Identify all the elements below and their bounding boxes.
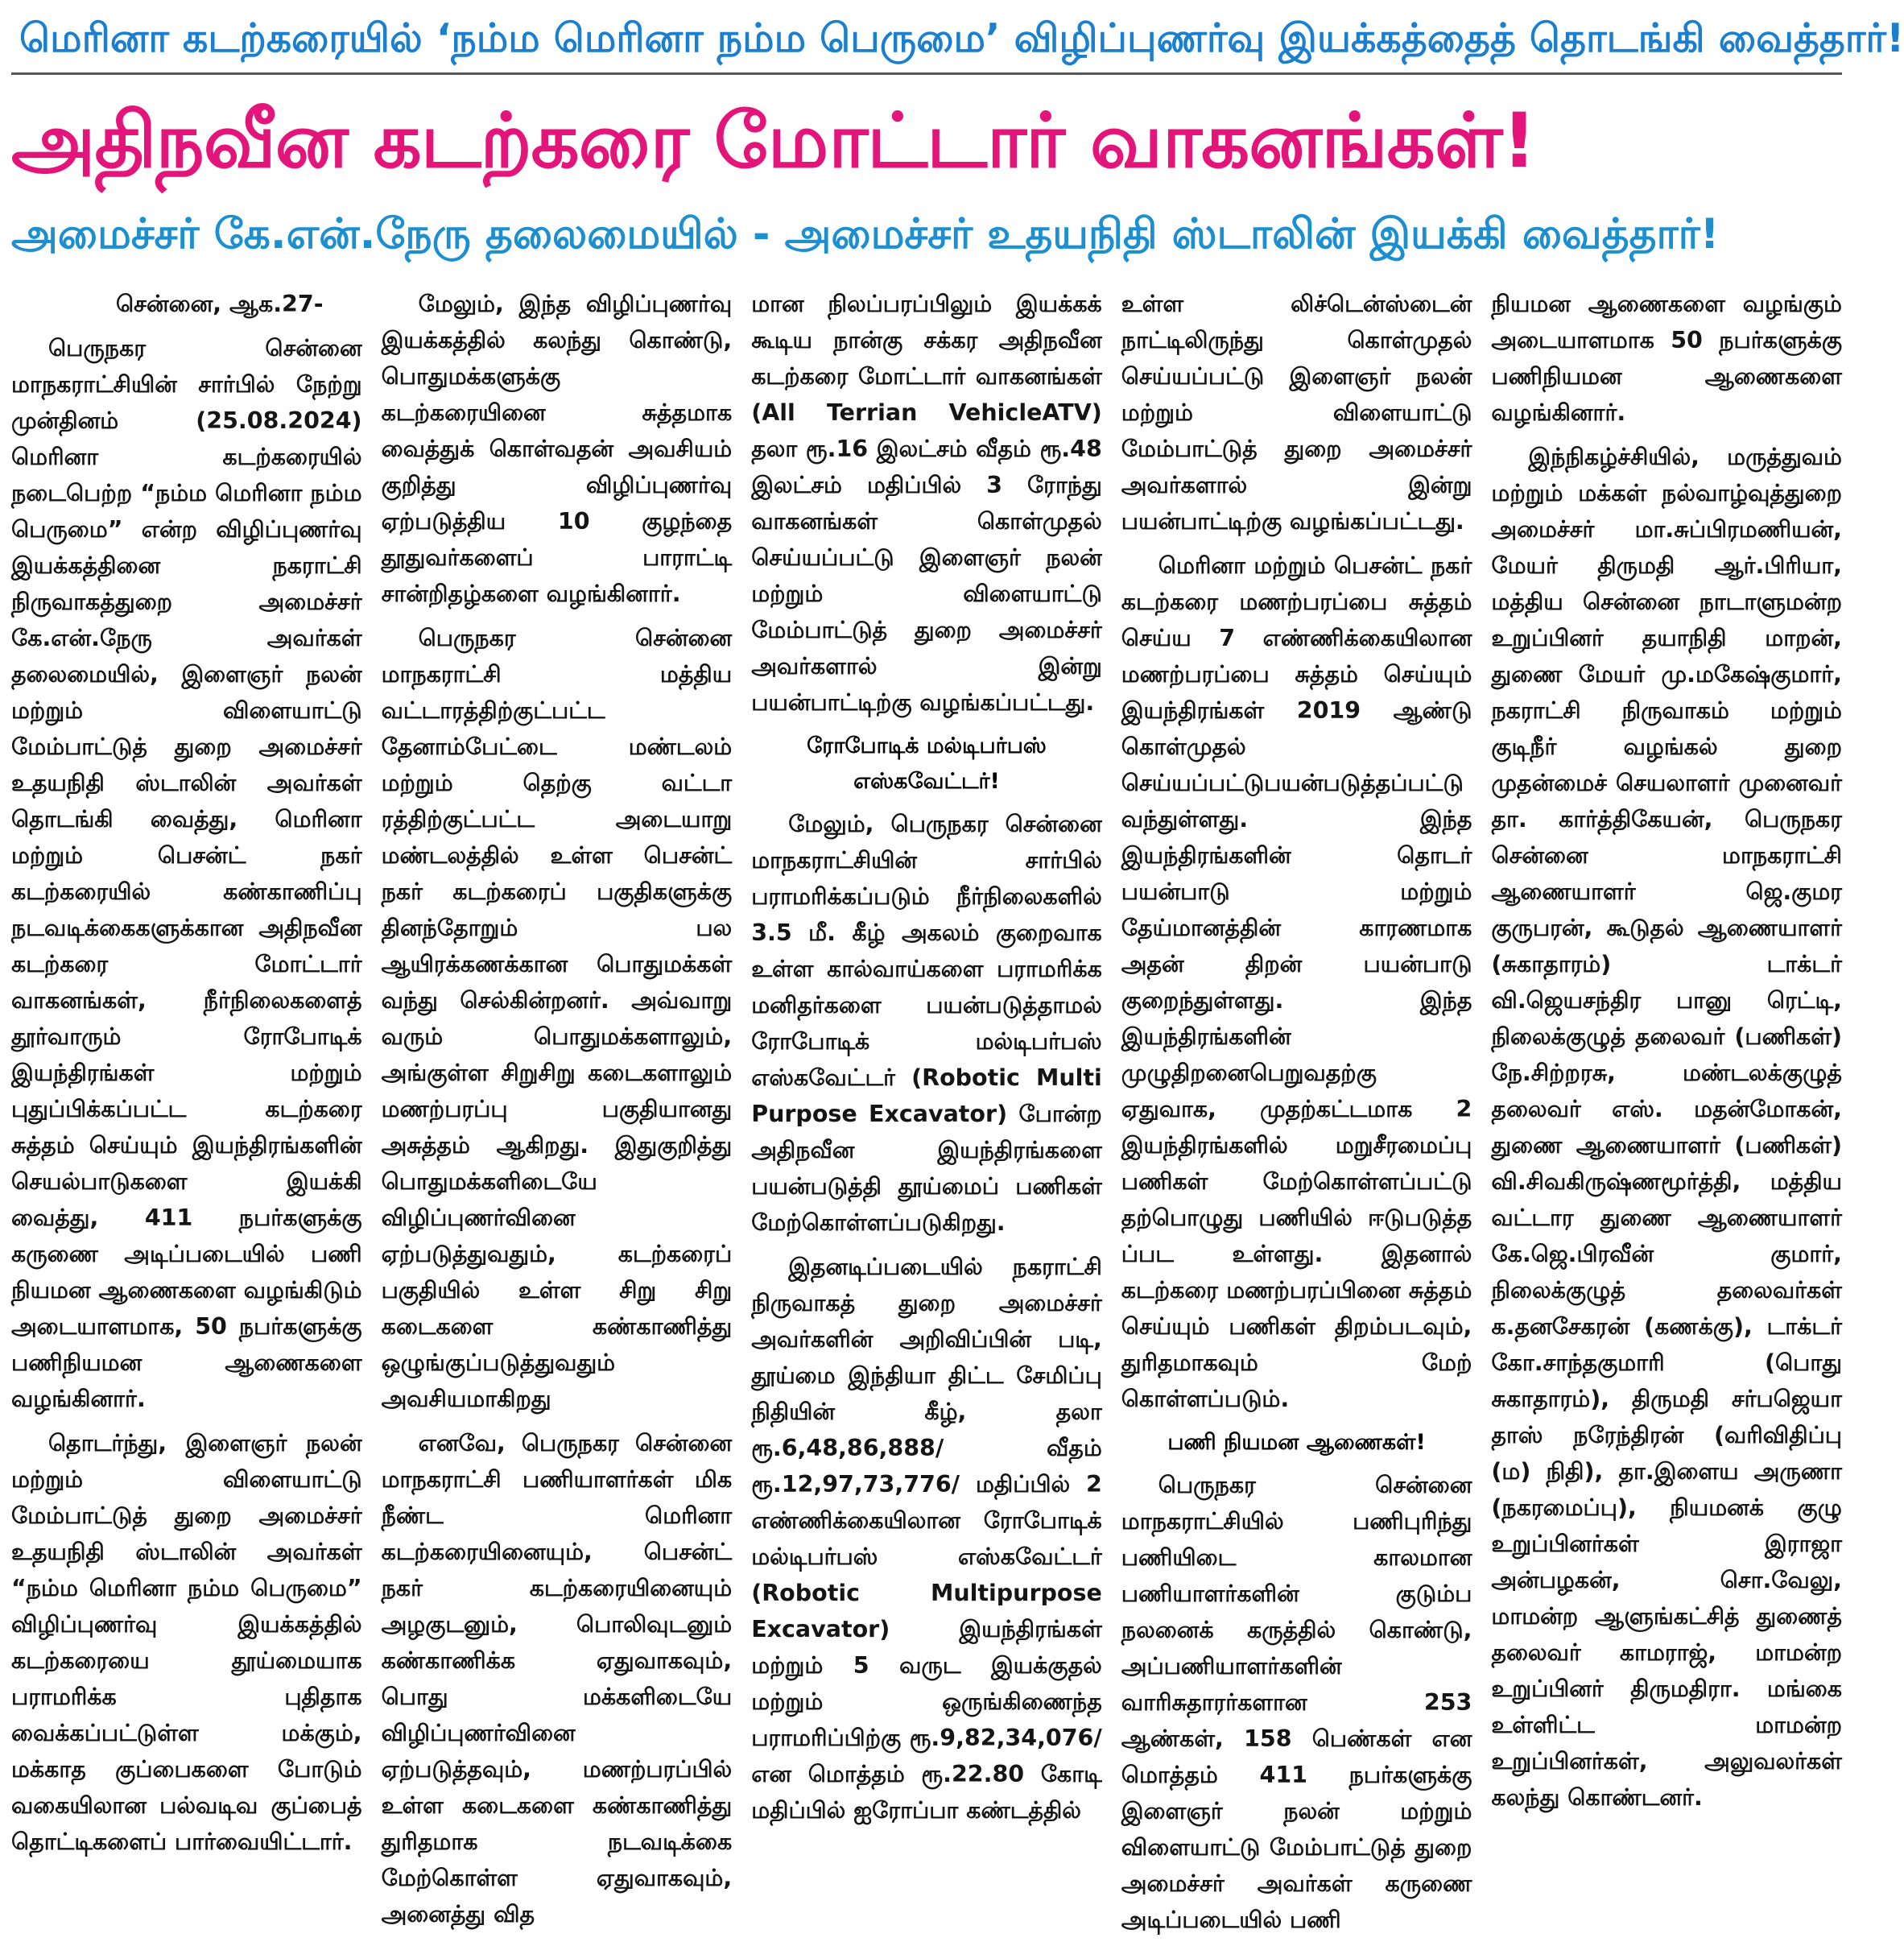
paragraph: மேலும், இந்த விழிப்புணர்வு இயக்கத்தில் கலந்து கொண்டு, பொதுமக்களுக்கு கடற்கரையினை சுத்தமாக வைத்துக் கொள்வதன் அவசியம் குறித்து விழிப்புணர்வு ஏற்படுத்திய 10 குழந்தை தூதுவர்களைப் பாராட்டி சான்றிதழ்களை வழங்கினார். — [381, 291, 733, 607]
newspaper-page — [0, 8, 1904, 1933]
column-2 — [382, 286, 733, 1946]
paragraph: இந்நிகழ்ச்சியில், மருத்துவம் மற்றும் மக்கள் நல்வாழ்வுத்துறை அமைச்சர் மா.சுப்பிரமணியன், மேயர் திருமதி ஆர்.பிரியா, மத்திய சென்னை நாடாளுமன்ற உறுப்பினர் தயாநிதி மாறன், துணை மேயர் மு.மகேஷ்குமார், நகராட்சி நிருவாகம் மற்றும் குடிநீர் வழங்கல் துறை முதன்மைச் செயலாளர் முனைவர் தா. கார்த்திகேயன், பெருநகர சென்னை மாநகராட்சி ஆணையாளர் ஜெ.குமர குருபரன், கூடுதல் ஆணையாளர் (சுகாதாரம்) டாக்டர் வி.ஜெயசந்திர பானு ரெட்டி, நிலைக்குழுத் தலைவர் (பணிகள்) நே.சிற்றரசு, மண்டலக்குழுத் தலைவர் எஸ். மதன்மோகன், துணை ஆணையாளர் (பணிகள்) வி.சிவகிருஷ்ணமூர்த்தி, மத்திய வட்டார துணை ஆணையாளர் கே.ஜெ.பிரவீன் குமார், நிலைக்குழுத் தலைவர்கள் க.தனசேகரன் (கணக்கு), டாக்டர் கோ.சாந்தகுமாரி (பொது சுகாதாரம்), திருமதி சர்பஜெயா தாஸ் நரேந்திரன் (வரிவிதிப்பு (ம) நிதி), தா.இளைய அருணா (நகரமைப்பு), நியமனக் குழு உறுப்பினர்கள் இராஜா அன்பழகன், சொ.வேலு, மாமன்ற ஆளுங்கட்சித் துணைத் தலைவர் காமராஜ், மாமன்ற உறுப்பினர் திருமதிரா. மங்கை உள்ளிட்ட மாமன்ற உறுப்பினர்கள், அலுவலர்கள் கலந்து கொண்டனர். — [1491, 444, 1842, 1811]
column-5 — [1491, 286, 1842, 1946]
paragraph: தொடர்ந்து, இளைஞர் நலன் மற்றும் விளையாட்டு மேம்பாட்டுத் துறை அமைச்சர் உதயநிதி ஸ்டாலின் அவர்கள் “நம்ம மெரினா நம்ம பெருமை” விழிப்புணர்வு இயக்கத்தில் கடற்கரையை தூய்மையாக பராமரிக்க புதிதாக வைக்கப்பட்டுள்ள மக்கும், மக்காத குப்பைகளை போடும் வகையிலான பல்வடிவ குப்பைத் தொட்டிகளைப் பார்வையிட்டார். — [11, 1430, 362, 1855]
kicker-line: மெரினா கடற்கரையில் ‘நம்ம மெரினா நம்ம பெருமை’ விழிப்புணர்வு இயக்கத்தைத் தொடங்கி வைத்தார்! — [11, 8, 1842, 75]
paragraph: எனவே, பெருநகர சென்னை மாநகராட்சி பணியாளர்கள் மிக நீண்ட மெரினா கடற்கரையினையும், பெசன்ட் நகர் கடற்கரையினையும் அழகுடனும், பொலிவுடனும் கண்காணிக்க ஏதுவாகவும், பொது மக்களிடையே விழிப்புணர்வினை ஏற்படுத்தவும், மணற்பரப்பில் உள்ள கடைகளை கண்காணித்து துரிதமாக நடவடிக்கை மேற்கொள்ள ஏதுவாகவும், அனைத்து வித — [381, 1430, 733, 1927]
column-3 — [751, 286, 1102, 1946]
paragraph: மெரினா மற்றும் பெசன்ட் நகர் கடற்கரை மணற்பரப்பை சுத்தம் செய்ய 7 எண்ணிக்கையிலான மணற்பரப்பை சுத்தம் செய்யும் இயந்திரங்கள் 2019 ஆண்டு கொள்முதல் செய்யப்பட்டுபயன்படுத்தப்பட்டு வந்துள்ளது. இந்த இயந்திரங்களின் தொடர் பயன்பாடு மற்றும் தேய்மானத்தின் காரணமாக அதன் திறன் பயன்பாடு குறைந்துள்ளது. இந்த இயந்திரங்களின் முழுதிறனைபெறுவதற்கு ஏதுவாக, முதற்கட்டமாக 2 இயந்திரங்களில் மறுசீரமைப்பு பணிகள் மேற்கொள்ளப்பட்டு தற்பொழுது பணியில் ஈடுபடுத்த ப்பட உள்ளது. இதனால் கடற்கரை மணற்பரப்பினை சுத்தம் செய்யும் பணிகள் திறம்படவும், துரிதமாகவும் மேற் கொள்ளப்படும். — [1121, 552, 1472, 1412]
paragraph: பெருநகர சென்னை மாநகராட்சியின் சார்பில் நேற்று முன்தினம் (25.08.2024) மெரினா கடற்கரையில் நடைபெற்ற “நம்ம மெரினா நம்ம பெருமை” என்ற விழிப்புணர்வு இயக்கத்தினை நகராட்சி நிருவாகத்துறை அமைச்சர் கே.என்.நேரு அவர்கள் தலைமையில், இளைஞர் நலன் மற்றும் விளையாட்டு மேம்பாட்டுத் துறை அமைச்சர் உதயநிதி ஸ்டாலின் அவர்கள் தொடங்கி வைத்து, மெரினா மற்றும் பெசன்ட் நகர் கடற்கரையில் கண்காணிப்பு நடவடிக்கைகளுக்கான அதிநவீன கடற்கரை மோட்டார் வாகனங்கள், நீர்நிலைகளைத் தூர்வாரும் ரோபோடிக் இயந்திரங்கள் மற்றும் புதுப்பிக்கப்பட்ட கடற்கரை சுத்தம் செய்யும் இயந்திரங்களின் செயல்பாடுகளை இயக்கி வைத்து, 411 நபர்களுக்கு கருணை அடிப்படையில் பணி நியமன ஆணைகளை வழங்கிடும் அடையாளமாக, 50 நபர்களுக்கு பணிநியமன ஆணைகளை வழங்கினார். — [11, 335, 362, 1412]
column-1 — [11, 286, 362, 1946]
paragraph: உள்ள லிச்டென்ஸ்டைன் நாட்டிலிருந்து கொள்முதல் செய்யப்பட்டு இளைஞர் நலன் மற்றும் விளையாட்டு மேம்பாட்டுத் துறை அமைச்சர் அவர்களால் இன்று பயன்பாட்டிற்கு வழங்கப்பட்டது. — [1121, 291, 1472, 535]
dateline: சென்னை, ஆக.27- — [116, 291, 324, 317]
subheadline: அமைச்சர் கே.என்.நேரு தலைமையில் - அமைச்சர் உதயநிதி ஸ்டாலின் இயக்கி வைத்தார்! — [11, 210, 1720, 258]
section-heading: ரோபோடிக் மல்டிபர்பஸ் எஸ்கவேட்டர்! — [807, 733, 1047, 794]
headline: அதிநவீன கடற்கரை மோட்டார் வாகனங்கள்! — [11, 97, 1536, 185]
paragraph: மான நிலப்பரப்பிலும் இயக்கக் கூடிய நான்கு சக்கர அதிநவீன கடற்கரை மோட்டார் வாகனங்கள் (All Terrian VehicleATV) தலா ரூ.16 இலட்சம் வீதம் ரூ.48 இலட்சம் மதிப்பில் 3 ரோந்து வாகனங்கள் கொள்முதல் செய்யப்பட்டு இளைஞர் நலன் மற்றும் விளையாட்டு மேம்பாட்டுத் துறை அமைச்சர் அவர்களால் இன்று பயன்பாட்டிற்கு வழங்கப்பட்டது. — [751, 291, 1102, 716]
section-heading: பணி நியமன ஆணைகள்! — [1167, 1430, 1426, 1455]
column-4 — [1121, 286, 1472, 1946]
paragraph: மேலும், பெருநகர சென்னை மாநகராட்சியின் சார்பில் பராமரிக்கப்படும் நீர்நிலைகளில் 3.5 மீ. கீழ் அகலம் குறைவாக உள்ள கால்வாய்களை பராமரிக்க மனிதர்களை பயன்படுத்தாமல் ரோபோடிக் மல்டிபர்பஸ் எஸ்கவேட்டர் (Robotic Multi Purpose Excavator) போன்ற அதிநவீன இயந்திரங்களை பயன்படுத்தி தூய்மைப் பணிகள் மேற்கொள்ளப்படுகிறது. — [751, 811, 1102, 1236]
paragraph: பெருநகர சென்னை மாநகராட்சி மத்திய வட்டாரத்திற்குட்பட்ட தேனாம்பேட்டை மண்டலம் மற்றும் தெற்கு வட்டா ரத்திற்குட்பட்ட அடையாறு மண்டலத்தில் உள்ள பெசன்ட் நகர் கடற்கரைப் பகுதிகளுக்கு தினந்தோறும் பல ஆயிரக்கணக்கான பொதுமக்கள் வந்து செல்கின்றனர். அவ்வாறு வரும் பொதுமக்களாலும், அங்குள்ள சிறுசிறு கடைகளாலும் மணற்பரப்பு பகுதியானது அசுத்தம் ஆகிறது. இதுகுறித்து பொதுமக்களிடையே விழிப்புணர்வினை ஏற்படுத்துவதும், கடற்கரைப் பகுதியில் உள்ள சிறு சிறு கடைகளை கண்காணித்து ஒழுங்குப்படுத்துவதும் அவசியமாகிறது — [381, 625, 733, 1412]
paragraph: பெருநகர சென்னை மாநகராட்சியில் பணிபுரிந்து பணியிடை காலமான பணியாளர்களின் குடும்ப நலனைக் கருத்தில் கொண்டு, அப்பணியாளர்களின் வாரிசுதாரர்களான 253 ஆண்கள், 158 பெண்கள் என மொத்தம் 411 நபர்களுக்கு இளைஞர் நலன் மற்றும் விளையாட்டு மேம்பாட்டுத் துறை அமைச்சர் அவர்கள் கருணை அடிப்படையில் பணி — [1121, 1472, 1472, 1933]
article-body — [11, 286, 1842, 1933]
paragraph: இதனடிப்படையில் நகராட்சி நிருவாகத் துறை அமைச்சர் அவர்களின் அறிவிப்பின் படி, தூய்மை இந்தியா திட்ட சேமிப்பு நிதியின் கீழ், தலா ரூ.6,48,86,888/ வீதம் ரூ.12,97,73,776/ மதிப்பில் 2 எண்ணிக்கையிலான ரோபோடிக் மல்டிபர்பஸ் எஸ்கவேட்டர் (Robotic Multipurpose Excavator) இயந்திரங்கள் மற்றும் 5 வருட இயக்குதல் மற்றும் ஒருங்கிணைந்த பராமரிப்பிற்கு ரூ.9,82,34,076/ என மொத்தம் ரூ.22.80 கோடி மதிப்பில் ஐரோப்பா கண்டத்தில் — [751, 1254, 1102, 1824]
paragraph: நியமன ஆணைகளை வழங்கும் அடையாளமாக 50 நபர்களுக்கு பணிநியமன ஆணைகளை வழங்கினார். — [1491, 291, 1842, 426]
